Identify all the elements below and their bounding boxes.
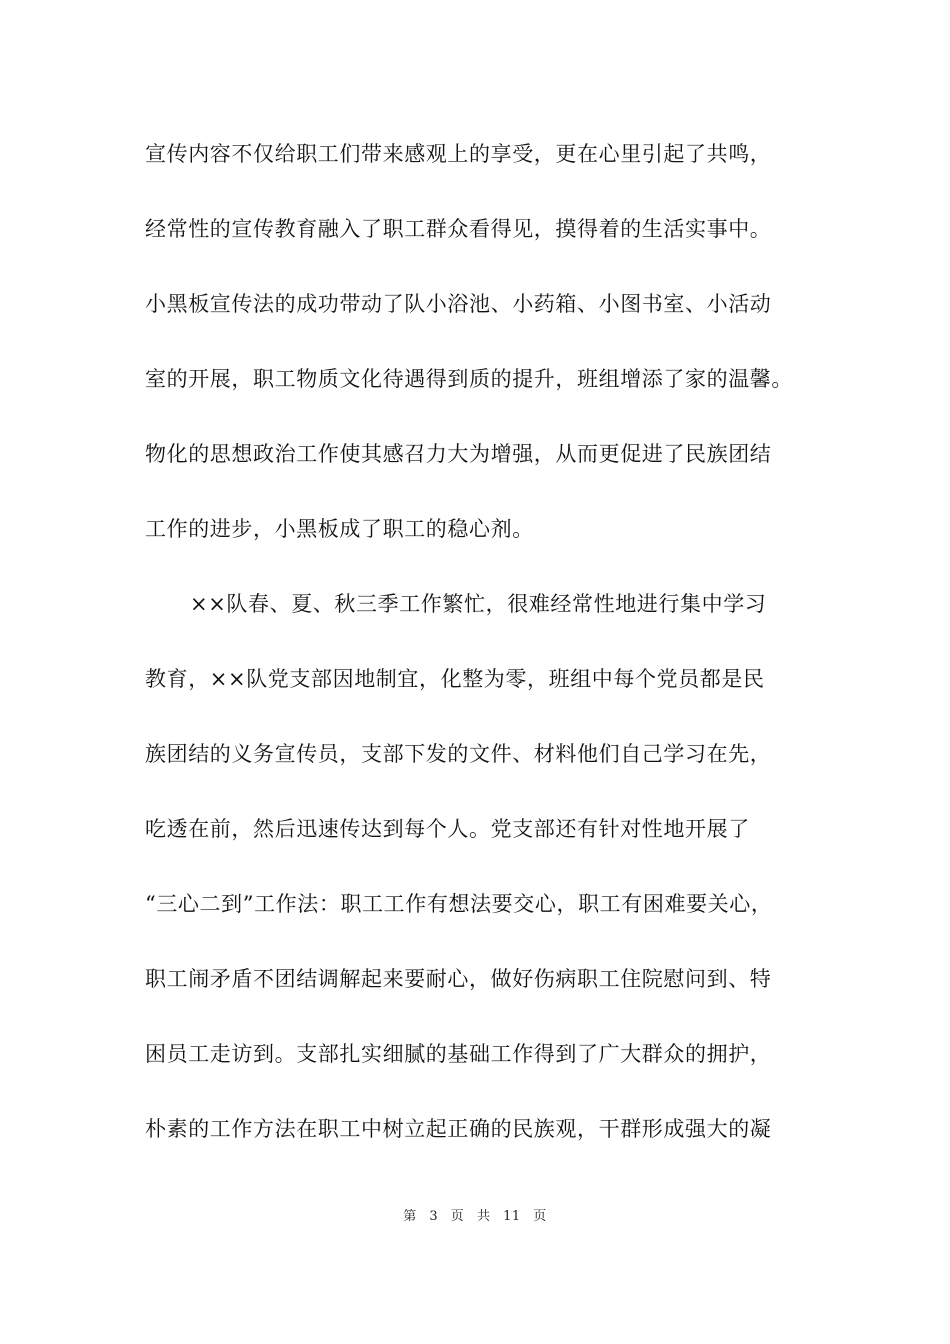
footer-prefix: 第 <box>403 1209 417 1224</box>
text-line-3: 小黑板宣传法的成功带动了队小浴池、小药箱、小图书室、小活动 <box>145 292 772 316</box>
text-line-5: 物化的思想政治工作使其感召力大为增强，从而更促进了民族团结 <box>145 442 772 466</box>
text-line-4: 室的开展，职工物质文化待遇得到质的提升，班组增添了家的温馨。 <box>145 367 793 391</box>
footer-total-word: 共 <box>476 1209 491 1224</box>
text-line-13: 困员工走访到。支部扎实细腻的基础工作得到了广大群众的拥护， <box>145 1042 772 1066</box>
footer-total-pages: 11 <box>503 1209 521 1224</box>
text-line-14: 朴素的工作方法在职工中树立起正确的民族观，干群形成强大的凝 <box>145 1117 772 1141</box>
text-line-7: ××队春、夏、秋三季工作繁忙，很难经常性地进行集中学习 <box>190 592 767 616</box>
text-line-2: 经常性的宣传教育融入了职工群众看得见，摸得着的生活实事中。 <box>145 217 772 241</box>
text-line-10: 吃透在前，然后迅速传达到每个人。党支部还有针对性地开展了 <box>145 817 750 841</box>
text-line-11: “三心二到”工作法：职工工作有想法要交心，职工有困难要关心， <box>145 892 773 916</box>
footer-suffix: 页 <box>533 1209 547 1224</box>
footer-page-word: 页 <box>450 1209 465 1224</box>
text-line-9: 族团结的义务宣传员，支部下发的文件、材料他们自己学习在先， <box>145 742 772 766</box>
page-footer <box>0 1208 950 1226</box>
footer-current-page: 3 <box>429 1209 439 1224</box>
text-line-8: 教育，××队党支部因地制宜，化整为零，班组中每个党员都是民 <box>145 667 765 691</box>
text-line-6: 工作的进步，小黑板成了职工的稳心剂。 <box>145 517 534 541</box>
text-line-1: 宣传内容不仅给职工们带来感观上的享受，更在心里引起了共鸣， <box>145 142 772 166</box>
text-line-12: 职工闹矛盾不团结调解起来要耐心，做好伤病职工住院慰问到、特 <box>145 967 772 991</box>
